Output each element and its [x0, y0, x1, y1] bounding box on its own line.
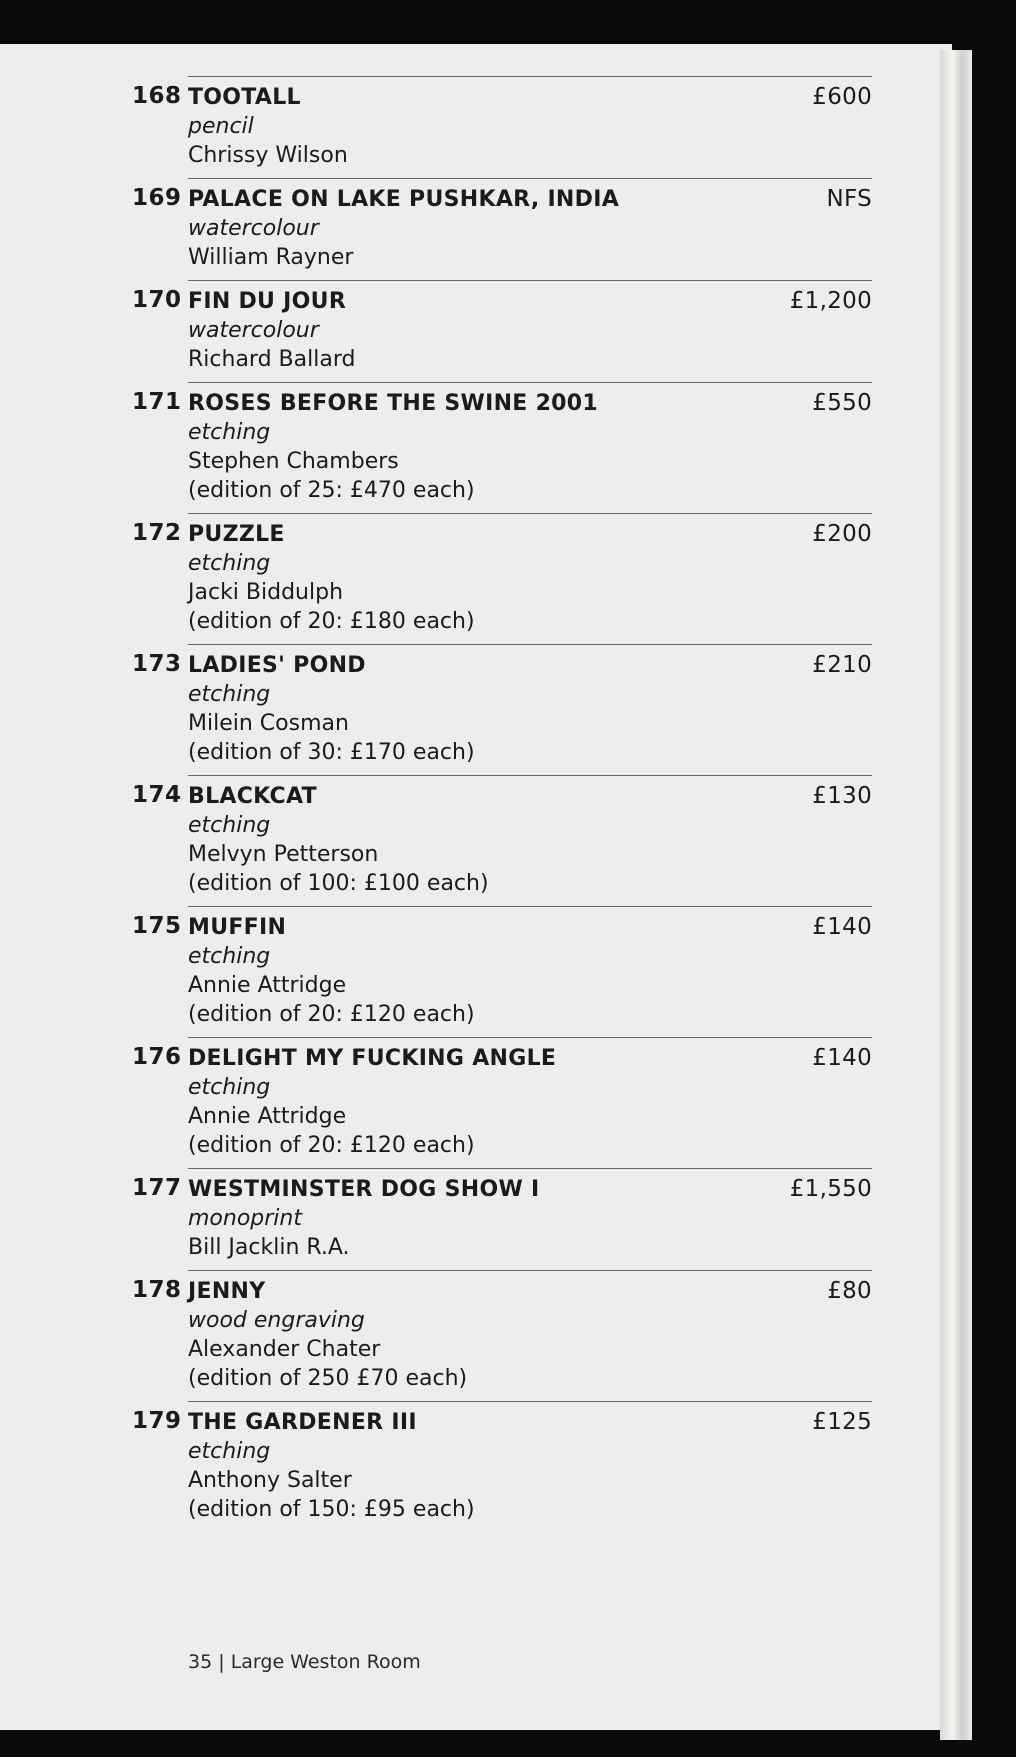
- page-edge: [940, 50, 972, 1740]
- artwork-medium: watercolour: [188, 216, 319, 241]
- edition-info: (edition of 250 £70 each): [188, 1366, 468, 1391]
- lot-number: 171: [132, 389, 182, 415]
- artwork-price: £550: [812, 390, 872, 416]
- artist-name: Annie Attridge: [188, 973, 347, 998]
- artwork-price: £140: [812, 914, 872, 940]
- artwork-title: THE GARDENER III: [188, 1410, 417, 1435]
- catalogue-entry: [132, 513, 872, 644]
- artwork-title: WESTMINSTER DOG SHOW I: [188, 1177, 540, 1202]
- artwork-title: BLACKCAT: [188, 784, 317, 809]
- catalogue-entry: [132, 1270, 872, 1401]
- edition-info: (edition of 20: £120 each): [188, 1133, 475, 1158]
- catalogue-entry: [132, 775, 872, 906]
- artwork-price: £600: [812, 84, 872, 110]
- lot-number: 169: [132, 185, 182, 211]
- catalogue-entry: [132, 178, 872, 280]
- artist-name: Bill Jacklin R.A.: [188, 1235, 350, 1260]
- artwork-title: JENNY: [188, 1279, 266, 1304]
- lot-number: 179: [132, 1408, 182, 1434]
- room-name: Large Weston Room: [230, 1651, 421, 1673]
- artwork-title: ROSES BEFORE THE SWINE 2001: [188, 391, 599, 416]
- catalogue-entry: [132, 280, 872, 382]
- artist-name: Chrissy Wilson: [188, 143, 348, 168]
- edition-info: (edition of 25: £470 each): [188, 478, 475, 503]
- artwork-title: DELIGHT MY FUCKING ANGLE: [188, 1046, 557, 1071]
- artwork-price: £130: [812, 783, 872, 809]
- artist-name: William Rayner: [188, 245, 354, 270]
- edition-info: (edition of 20: £120 each): [188, 1002, 475, 1027]
- artwork-price: £200: [812, 521, 872, 547]
- artwork-price: £1,200: [789, 288, 872, 314]
- artwork-medium: etching: [188, 551, 271, 576]
- lot-number: 172: [132, 520, 182, 546]
- artwork-medium: etching: [188, 813, 271, 838]
- artwork-title: LADIES' POND: [188, 653, 366, 678]
- artwork-title: FIN DU JOUR: [188, 289, 347, 314]
- artwork-medium: watercolour: [188, 318, 319, 343]
- artwork-medium: etching: [188, 944, 271, 969]
- catalogue-entry: [132, 76, 872, 178]
- artwork-medium: etching: [188, 420, 271, 445]
- artwork-medium: etching: [188, 1075, 271, 1100]
- artwork-price: £140: [812, 1045, 872, 1071]
- lot-number: 168: [132, 83, 182, 109]
- lot-number: 173: [132, 651, 182, 677]
- page-footer: [188, 1651, 421, 1673]
- artist-name: Stephen Chambers: [188, 449, 399, 474]
- entry-list: [132, 76, 872, 1532]
- catalogue-entry: [132, 906, 872, 1037]
- artwork-title: TOOTALL: [188, 85, 301, 110]
- artist-name: Milein Cosman: [188, 711, 349, 736]
- artwork-medium: etching: [188, 1439, 271, 1464]
- edition-info: (edition of 30: £170 each): [188, 740, 475, 765]
- artwork-price: £125: [812, 1409, 872, 1435]
- artwork-title: MUFFIN: [188, 915, 287, 940]
- lot-number: 176: [132, 1044, 182, 1070]
- artwork-title: PUZZLE: [188, 522, 285, 547]
- artist-name: Richard Ballard: [188, 347, 356, 372]
- artist-name: Alexander Chater: [188, 1337, 381, 1362]
- artwork-price: £1,550: [789, 1176, 872, 1202]
- artwork-price: £80: [827, 1278, 872, 1304]
- catalogue-entry: [132, 1037, 872, 1168]
- artwork-price: £210: [812, 652, 872, 678]
- catalogue-entry: [132, 644, 872, 775]
- catalogue-entry: [132, 1168, 872, 1270]
- artwork-medium: pencil: [188, 114, 254, 139]
- lot-number: 170: [132, 287, 182, 313]
- edition-info: (edition of 20: £180 each): [188, 609, 475, 634]
- artist-name: Anthony Salter: [188, 1468, 352, 1493]
- artwork-medium: wood engraving: [188, 1308, 365, 1333]
- page-number: 35: [188, 1651, 213, 1673]
- lot-number: 174: [132, 782, 182, 808]
- artist-name: Annie Attridge: [188, 1104, 347, 1129]
- edition-info: (edition of 100: £100 each): [188, 871, 489, 896]
- footer-separator: |: [218, 1651, 225, 1673]
- catalogue-entry: [132, 1401, 872, 1532]
- artwork-price: NFS: [826, 186, 872, 212]
- edition-info: (edition of 150: £95 each): [188, 1497, 475, 1522]
- artist-name: Melvyn Petterson: [188, 842, 379, 867]
- lot-number: 178: [132, 1277, 182, 1303]
- artwork-title: PALACE ON LAKE PUSHKAR, INDIA: [188, 187, 620, 212]
- lot-number: 177: [132, 1175, 182, 1201]
- artwork-medium: monoprint: [188, 1206, 302, 1231]
- catalogue-entry: [132, 382, 872, 513]
- artwork-medium: etching: [188, 682, 271, 707]
- lot-number: 175: [132, 913, 182, 939]
- artist-name: Jacki Biddulph: [188, 580, 344, 605]
